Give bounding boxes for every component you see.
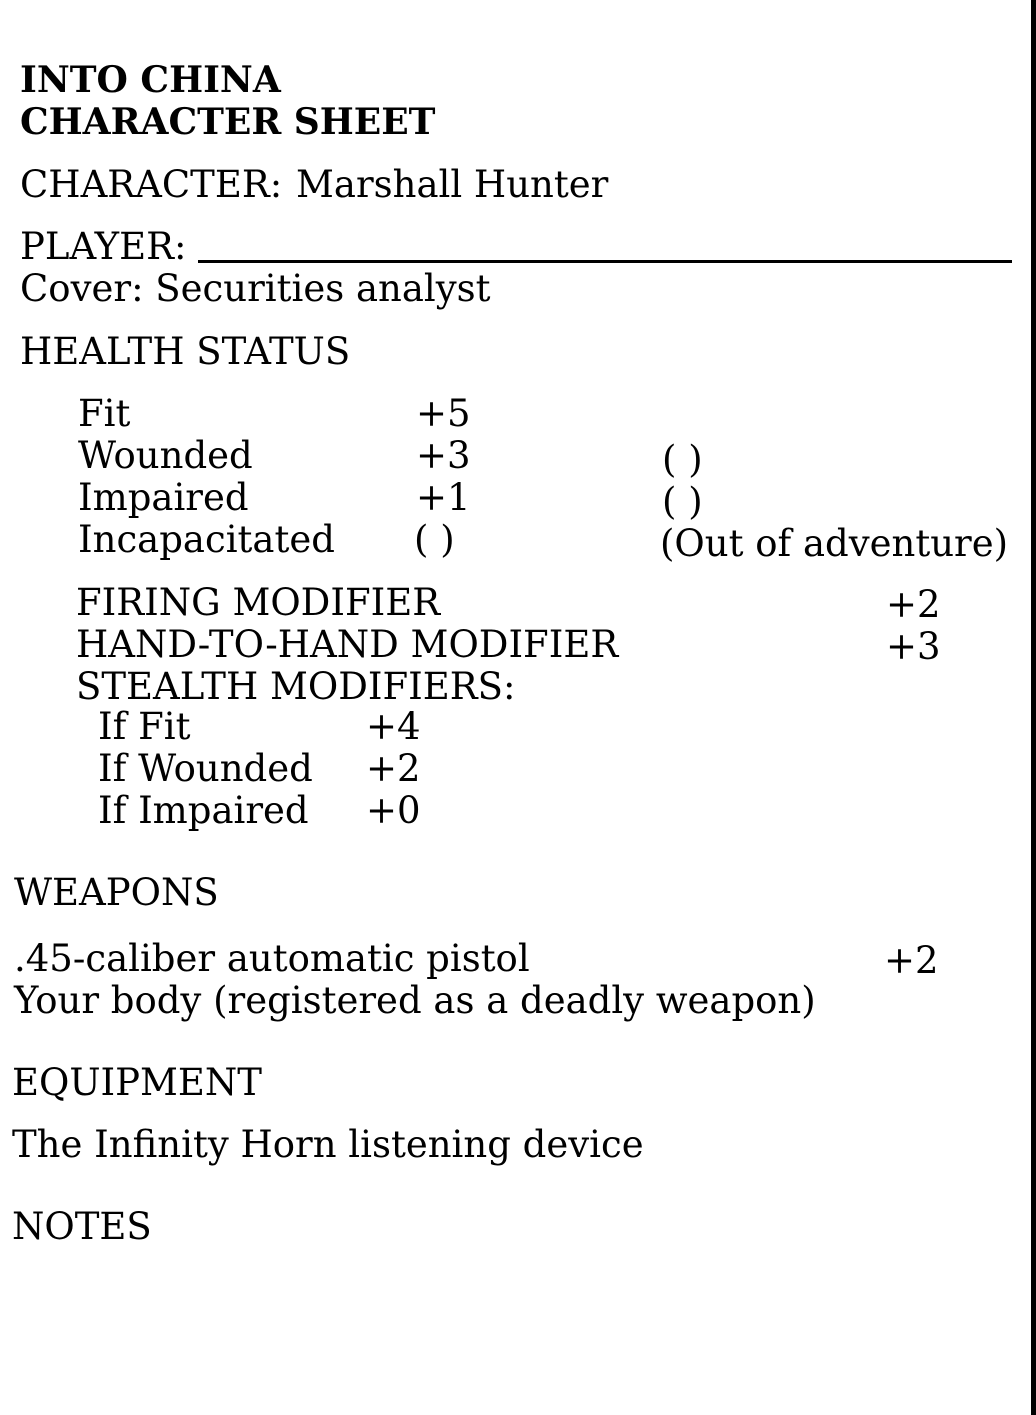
health-row-checkbox: ( )	[662, 438, 703, 481]
health-status-heading: HEALTH STATUS	[20, 330, 351, 373]
stealth-modifiers-heading: STEALTH MODIFIERS:	[76, 665, 516, 708]
cover-text: Cover: Securities analyst	[20, 267, 491, 310]
health-row-value: +3	[416, 434, 471, 477]
weapons-heading: WEAPONS	[14, 871, 219, 914]
equipment-item: The Infinity Horn listening device	[12, 1123, 644, 1166]
stealth-row-value: +0	[366, 789, 421, 832]
hand-to-hand-modifier-label: HAND-TO-HAND MODIFIER	[76, 623, 619, 666]
player-label: PLAYER:	[20, 225, 187, 268]
title-line-1: INTO CHINA	[20, 59, 281, 101]
health-row-label: Incapacitated	[78, 518, 335, 561]
hand-to-hand-modifier-value: +3	[886, 625, 941, 668]
notes-heading: NOTES	[12, 1205, 152, 1248]
health-row-value: +1	[416, 476, 471, 519]
health-row-label: Fit	[78, 392, 131, 435]
character-label: CHARACTER:	[20, 163, 283, 206]
firing-modifier-label: FIRING MODIFIER	[76, 581, 441, 624]
health-row-value: +5	[416, 392, 471, 435]
character-name: Marshall Hunter	[296, 163, 609, 206]
stealth-row-label: If Impaired	[98, 789, 309, 832]
firing-modifier-value: +2	[886, 583, 941, 626]
stealth-row-label: If Wounded	[98, 747, 313, 790]
weapon-modifier: +2	[884, 939, 939, 982]
player-name-line	[198, 260, 1012, 263]
health-row-note: (Out of adventure)	[660, 522, 1009, 565]
health-row-checkbox: ( )	[414, 518, 455, 561]
equipment-heading: EQUIPMENT	[12, 1061, 262, 1104]
stealth-row-value: +4	[366, 705, 421, 748]
health-row-label: Wounded	[78, 434, 253, 477]
weapon-item: Your body (registered as a deadly weapon)	[14, 979, 816, 1022]
health-row-checkbox: ( )	[662, 480, 703, 523]
stealth-row-label: If Fit	[98, 705, 191, 748]
weapon-item: .45-caliber automatic pistol	[14, 937, 530, 980]
health-row-label: Impaired	[78, 476, 249, 519]
page-edge	[1031, 0, 1036, 1415]
title-line-2: CHARACTER SHEET	[20, 101, 436, 143]
stealth-row-value: +2	[366, 747, 421, 790]
